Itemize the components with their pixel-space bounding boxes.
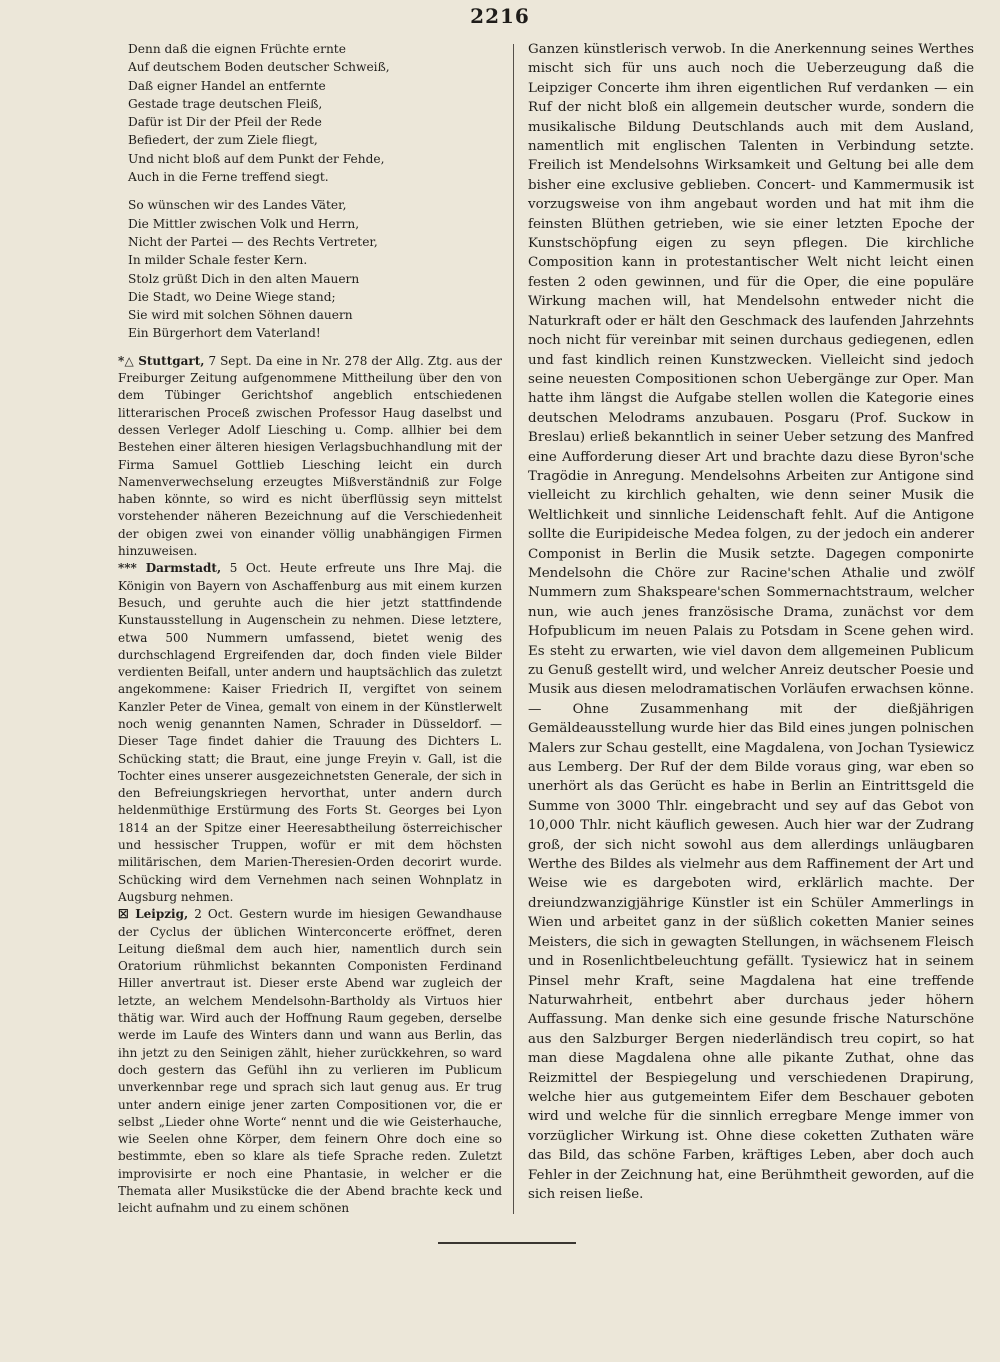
article-text: 7 Sept. Da eine in Nr. 278 der Allg. Ztg. aus der Freiburger Zeitung aufgenommene Mittheilung über den von dem Tübinger Gerichtshof angeblich entschiedenen litterarischen Proceß zwischen Professor Haug daselbst und dessen Verleger Adolf Liesching u. Comp. allhier bei dem Bestehen einer älteren hiesigen Verlagsbuchhandlung mit der Firma Samuel Gottlieb Liesching leicht ein durch Namenverwechselung erzeugtes Mißverständniß zur Folge haben könnte, so wird es nicht überflüssig seyn mittelst vorstehender näheren Bezeichnung auf die Verschiedenheit der obigen zwei von einander völlig unabhängigen Firmen hinzuweisen.	[118, 353, 502, 559]
poem-line: Auch in die Ferne treffend siegt.	[128, 170, 329, 185]
poem-stanza-2	[118, 196, 502, 342]
poem-line: Nicht der Partei — des Rechts Vertreter,	[128, 234, 378, 249]
article-leipzig	[118, 906, 502, 1217]
poem-line: Befiedert, der zum Ziele fliegt,	[128, 133, 318, 148]
poem-stanza-1	[118, 40, 502, 186]
poem-line: Dafür ist Dir der Pfeil der Rede	[128, 115, 322, 130]
right-column	[528, 40, 974, 1204]
poem	[118, 40, 502, 343]
poem-line: Auf deutschem Boden deutscher Schweiß,	[128, 60, 390, 75]
article-dateline: *△ Stuttgart,	[118, 353, 205, 368]
poem-line: Gestade trage deutschen Fleiß,	[128, 96, 323, 111]
article-dateline: ☒ Leipzig,	[118, 907, 189, 922]
page-number: 2216	[470, 4, 530, 28]
left-column	[118, 40, 502, 1218]
poem-line: Die Stadt, wo Deine Wiege stand;	[128, 289, 336, 304]
poem-line: Die Mittler zwischen Volk und Herrn,	[128, 216, 360, 231]
end-rule	[438, 1242, 576, 1244]
article-dateline: *** Darmstadt,	[118, 561, 222, 576]
article-stuttgart	[118, 353, 502, 561]
poem-line: Denn daß die eignen Früchte ernte	[128, 42, 346, 56]
poem-line: In milder Schale fester Kern.	[128, 253, 308, 268]
article-darmstadt	[118, 560, 502, 906]
poem-line: Und nicht bloß auf dem Punkt der Fehde,	[128, 151, 385, 166]
column-divider	[513, 44, 514, 1214]
article-text: 5 Oct. Heute erfreute uns Ihre Maj. die Königin von Bayern von Aschaffenburg aus mit einem kurzen Besuch, und geruhte auch die hier jetzt stattfindende Kunstausstellung in Augenschein zu nehmen. Diese letztere, etwa 500 Nummern umfassend, bietet wenig des durchschlagend Ergreifenden dar, doch finden viele Bilder verdienten Beifall, unter andern und hauptsächlich das zuletzt angekommene: Kaiser Friedrich II, vergiftet von seinem Kanzler Peter de Vinea, gemalt von einem in der Künstlerwelt noch wenig genannten Namen, Schrader in Düsseldorf. — Dieser Tage findet dahier die Trauung des Dichters L. Schücking statt; die Braut, eine junge Freyin v. Gall, ist die Tochter eines unserer ausgezeichnetsten Generale, der sich in den Befreiungskriegen hervorthat, unter andern durch heldenmüthige Erstürmung des Forts St. Georges bei Lyon 1814 an der Spitze einer Heeresabtheilung österreichischer und hessischer Truppen, wofür er mit dem höchsten militärischen, dem Marien-Theresien-Orden decorirt wurde. Schücking wird dem Vernehmen nach seinen Wohnplatz in Augsburg nehmen.	[118, 561, 502, 904]
poem-line: Ein Bürgerhort dem Vaterland!	[128, 326, 321, 341]
article-leipzig-continued: Ganzen künstlerisch verwob. In die Anerkennung seines Werthes mischt sich für uns auch noch die Ueberzeugung daß die Leipziger Concerte ihm ihren eigentlichen Ruf verdanken — ein Ruf der nicht bloß ein allgemein deutscher wurde, sondern die musikalische Bildung Deutschlands auch mit dem Ausland, namentlich mit englischen Talenten in Verbindung setzte. Freilich ist Mendelsohns Wirksamkeit und Geltung bei alle dem bisher eine exclusive geblieben. Concert- und Kammermusik ist vorzugsweise von ihm angebaut worden und hat mit ihm die feinsten Blüthen getrieben, wie sie einer letzten Epoche der Kunstschöpfung eigen zu seyn pflegen. Die kirchliche Composition kann in protestantischer Welt nicht leicht einen festen 2 oden gewinnen, und für die Oper, die eine populäre Wirkung machen will, hat Mendelsohn entweder nicht die Naturkraft oder er hält den Geschmack des laufenden Jahrzehnts noch nicht für vereinbar mit seinen durchaus gediegenen, edlen und fast kindlich reinen Kunstzwecken. Vielleicht sind jedoch seine neuesten Compositionen schon Uebergänge zur Oper. Man hatte ihm längst die Aufgabe stellen wollen die Kategorie eines deutschen Melodrams anzubauen. Posgaru (Prof. Suckow in Breslau) erließ bekanntlich in seiner Ueber setzung des Manfred eine Aufforderung dieser Art und brachte dazu diese Byron'sche Tragödie in Anregung. Mendelsohns Arbeiten zur Antigone sind vielleicht zu kirchlich gehalten, wie denn seiner Musik die Weltlichkeit und sinnliche Leidenschaft fehlt. Auf die Antigone sollte die Euripideische Medea folgen, zu der jedoch ein anderer Componist in Berlin die Musik setzte. Dagegen componirte Mendelsohn die Chöre zur Racine'schen Athalie und zwölf Nummern zum Shakspeare'schen Sommernachtstraum, welcher nun, wie auch jenes französische Drama, zunächst vor dem Hofpublicum im neuen Palais zu Potsdam in Scene gehen wird. Es steht zu erwarten, wie viel davon dem allgemeinen Publicum zu Genuß gestellt wird, und welcher Anreiz deutscher Poesie und Musik aus diesen melodramatischen Vorläufen erwachsen könne. — Ohne Zusammenhang mit der dießjährigen Gemäldeausstellung wurde hier das Bild eines jungen polnischen Malers zur Schau gestellt, eine Magdalena, von Jochan Tysiewicz aus Lemberg. Der Ruf der dem Bilde voraus ging, war eben so unerhört als das Gerücht es habe in Berlin an Eintrittsgeld die Summe von 3000 Thlr. eingebracht und sey auf das Gebot von 10,000 Thlr. nicht käuflich gewesen. Auch hier war der Zudrang groß, der sich nicht sowohl aus dem allerdings unläugbaren Werthe des Bildes als vielmehr aus dem Raffinement der Art und Weise wie es dargeboten wird, erklärlich machte. Der dreiundzwanzigjährige Künstler ist ein Schüler Ammerlings in Wien und arbeitet ganz in der süßlich coketten Manier seines Meisters, die sich in gewagten Stellungen, in wächsenem Fleisch und in Rosenlichtbeleuchtung gefällt. Tysiewicz hat in seinem Pinsel mehr Kraft, seine Magdalena hat eine treffende Naturwahrheit, entbehrt aber durchaus jeder höhern Auffassung. Man denke sich eine gesunde frische Naturschöne aus den Salzburger Bergen niederländisch treu copirt, so hat man diese Magdalena ohne alle pikante Zuthat, ohne das Reizmittel der Bespiegelung und verschiedenen Drapirung, welche hier aus gutgemeintem Eifer dem Beschauer geboten wird und welche für die sinnlich erregbare Menge immer von vorzüglicher Wirkung ist. Ohne diese coketten Zuthaten wäre das Bild, das schöne Farben, kräftiges Leben, aber doch auch Fehler in der Zeichnung hat, eine Berühmtheit geworden, auf die sich reisen ließe.	[528, 42, 974, 1202]
poem-line: So wünschen wir des Landes Väter,	[128, 198, 347, 213]
poem-line: Stolz grüßt Dich in den alten Mauern	[128, 271, 360, 286]
article-text: 2 Oct. Gestern wurde im hiesigen Gewandhause der Cyclus der üblichen Winterconcerte eröffnet, deren Leitung dießmal dem auch hier, namentlich durch sein Oratorium rühmlichst bekannten Componisten Ferdinand Hiller anvertraut ist. Dieser erste Abend war zugleich der letzte, an welchem Mendelsohn-Bartholdy als Virtuos hier thätig war. Wird auch der Hoffnung Raum gegeben, derselbe werde im Laufe des Winters dann und wann aus Berlin, das ihn jetzt zu den Seinigen zählt, hieher zurückkehren, so ward doch gestern das Gefühl ihn zu verlieren im Publicum unverkennbar rege und sprach sich laut genug aus. Er trug unter andern einige jener zarten Compositionen vor, die er selbst „Lieder ohne Worte“ nennt und die wie Geisterhauche, wie Seelen ohne Körper, dem feinern Ohre doch eine so bestimmte, eben so klare als tiefe Sprache reden. Zuletzt improvisirte er noch eine Phantasie, in welcher er die Themata aller Musikstücke die der Abend brachte keck und leicht aufnahm und zu einem schönen	[118, 907, 502, 1216]
poem-line: Sie wird mit solchen Söhnen dauern	[128, 308, 353, 323]
poem-line: Daß eigner Handel an entfernte	[128, 78, 326, 93]
